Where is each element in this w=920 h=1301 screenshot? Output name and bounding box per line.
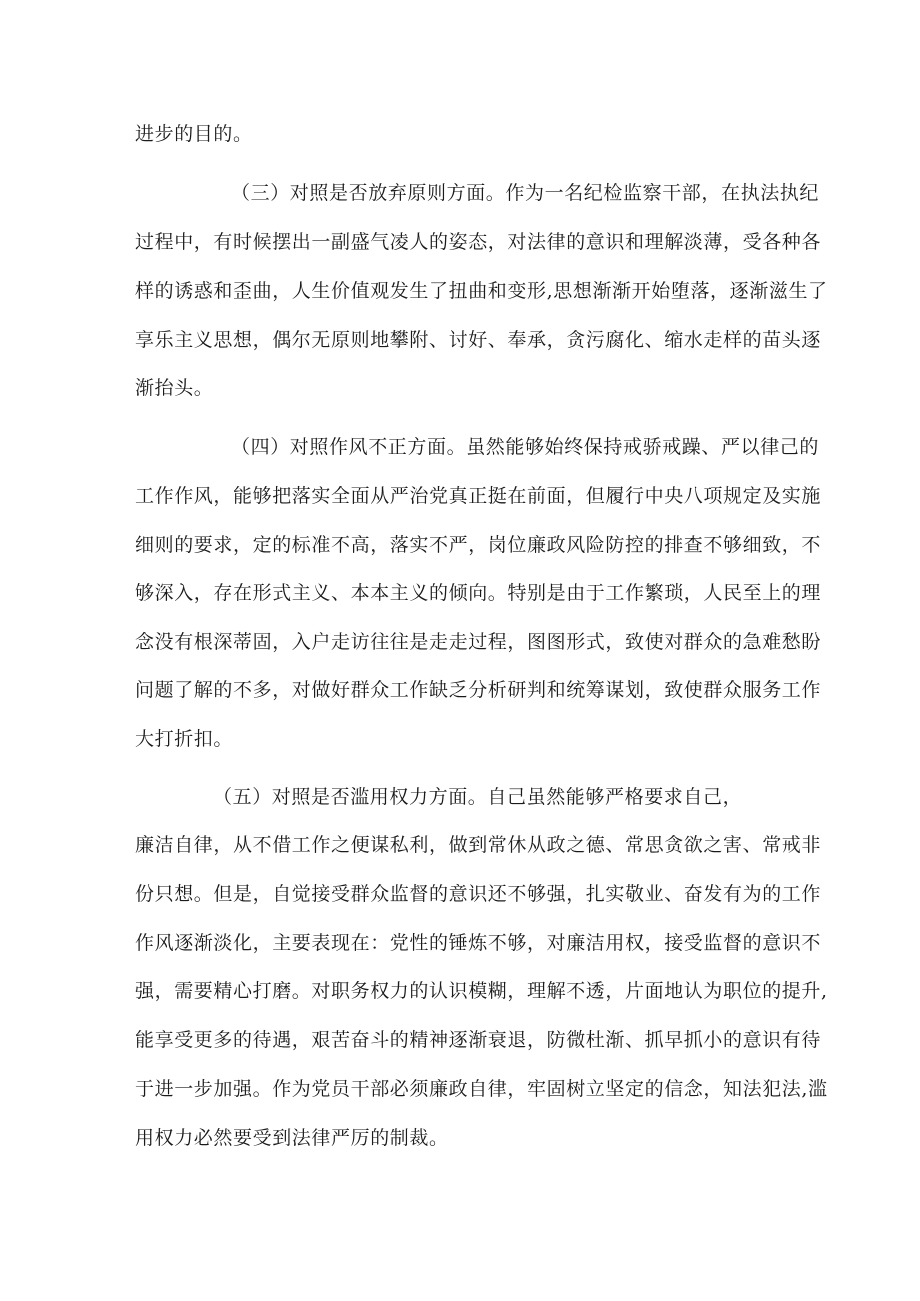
paragraph-line: 细则的要求，定的标准不高，落实不严，岗位廉政风险防控的排查不够细致，不	[135, 534, 822, 556]
paragraph-line: 过程中，有时候摆出一副盛气凌人的姿态，对法律的意识和理解淡薄，受各种各	[135, 231, 822, 253]
paragraph-line: 大打折扣。	[135, 728, 234, 750]
paragraph-line: 够深入，存在形式主义、本本主义的倾向。特别是由于工作繁琐，人民至上的理	[135, 582, 822, 604]
paragraph-line: 渐抬头。	[135, 377, 214, 399]
paragraph-heading-3: （三）对照是否放弃原则方面。作为一名纪检监察干部，在执法执纪	[231, 182, 820, 204]
paragraph-line: 享乐主义思想，偶尔无原则地攀附、讨好、奉承，贪污腐化、缩水走样的苗头逐	[135, 329, 822, 351]
paragraph-line: 作风逐渐淡化，主要表现在：党性的锤炼不够，对廉洁用权，接受监督的意识不	[135, 932, 822, 954]
paragraph-line: 念没有根深蒂固，入户走访往往是走走过程，图图形式，致使对群众的急难愁盼	[135, 631, 822, 653]
paragraph-line: 进步的目的。	[135, 123, 253, 145]
paragraph-line: 用权力必然要受到法律严厉的制裁。	[135, 1127, 449, 1149]
paragraph-heading-5: （五）对照是否滥用权力方面。自己虽然能够严格要求自己，	[213, 786, 743, 808]
paragraph-line: 于进一步加强。作为党员干部必须廉政自律，牢固树立坚定的信念，知法犯法,滥	[135, 1078, 828, 1100]
paragraph-line: 工作作风，能够把落实全面从严治党真正挺在前面，但履行中央八项规定及实施	[135, 485, 822, 507]
paragraph-line: 问题了解的不多，对做好群众工作缺乏分析研判和统筹谋划，致使群众服务工作	[135, 679, 822, 701]
paragraph-line: 廉洁自律，从不借工作之便谋私利，做到常休从政之德、常思贪欲之害、常戒非	[135, 834, 822, 856]
paragraph-line: 强，需要精心打磨。对职务权力的认识模糊，理解不透，片面地认为职位的提升,	[135, 980, 828, 1002]
paragraph-line: 样的诱惑和歪曲，人生价值观发生了扭曲和变形,思想渐渐开始堕落，逐渐滋生了	[135, 280, 828, 302]
paragraph-line: 份只想。但是，自觉接受群众监督的意识还不够强，扎实敬业、奋发有为的工作	[135, 883, 822, 905]
paragraph-line: 能享受更多的待遇，艰苦奋斗的精神逐渐衰退，防微杜渐、抓早抓小的意识有待	[135, 1029, 822, 1051]
paragraph-heading-4: （四）对照作风不正方面。虽然能够始终保持戒骄戒躁、严以律己的	[231, 436, 820, 458]
